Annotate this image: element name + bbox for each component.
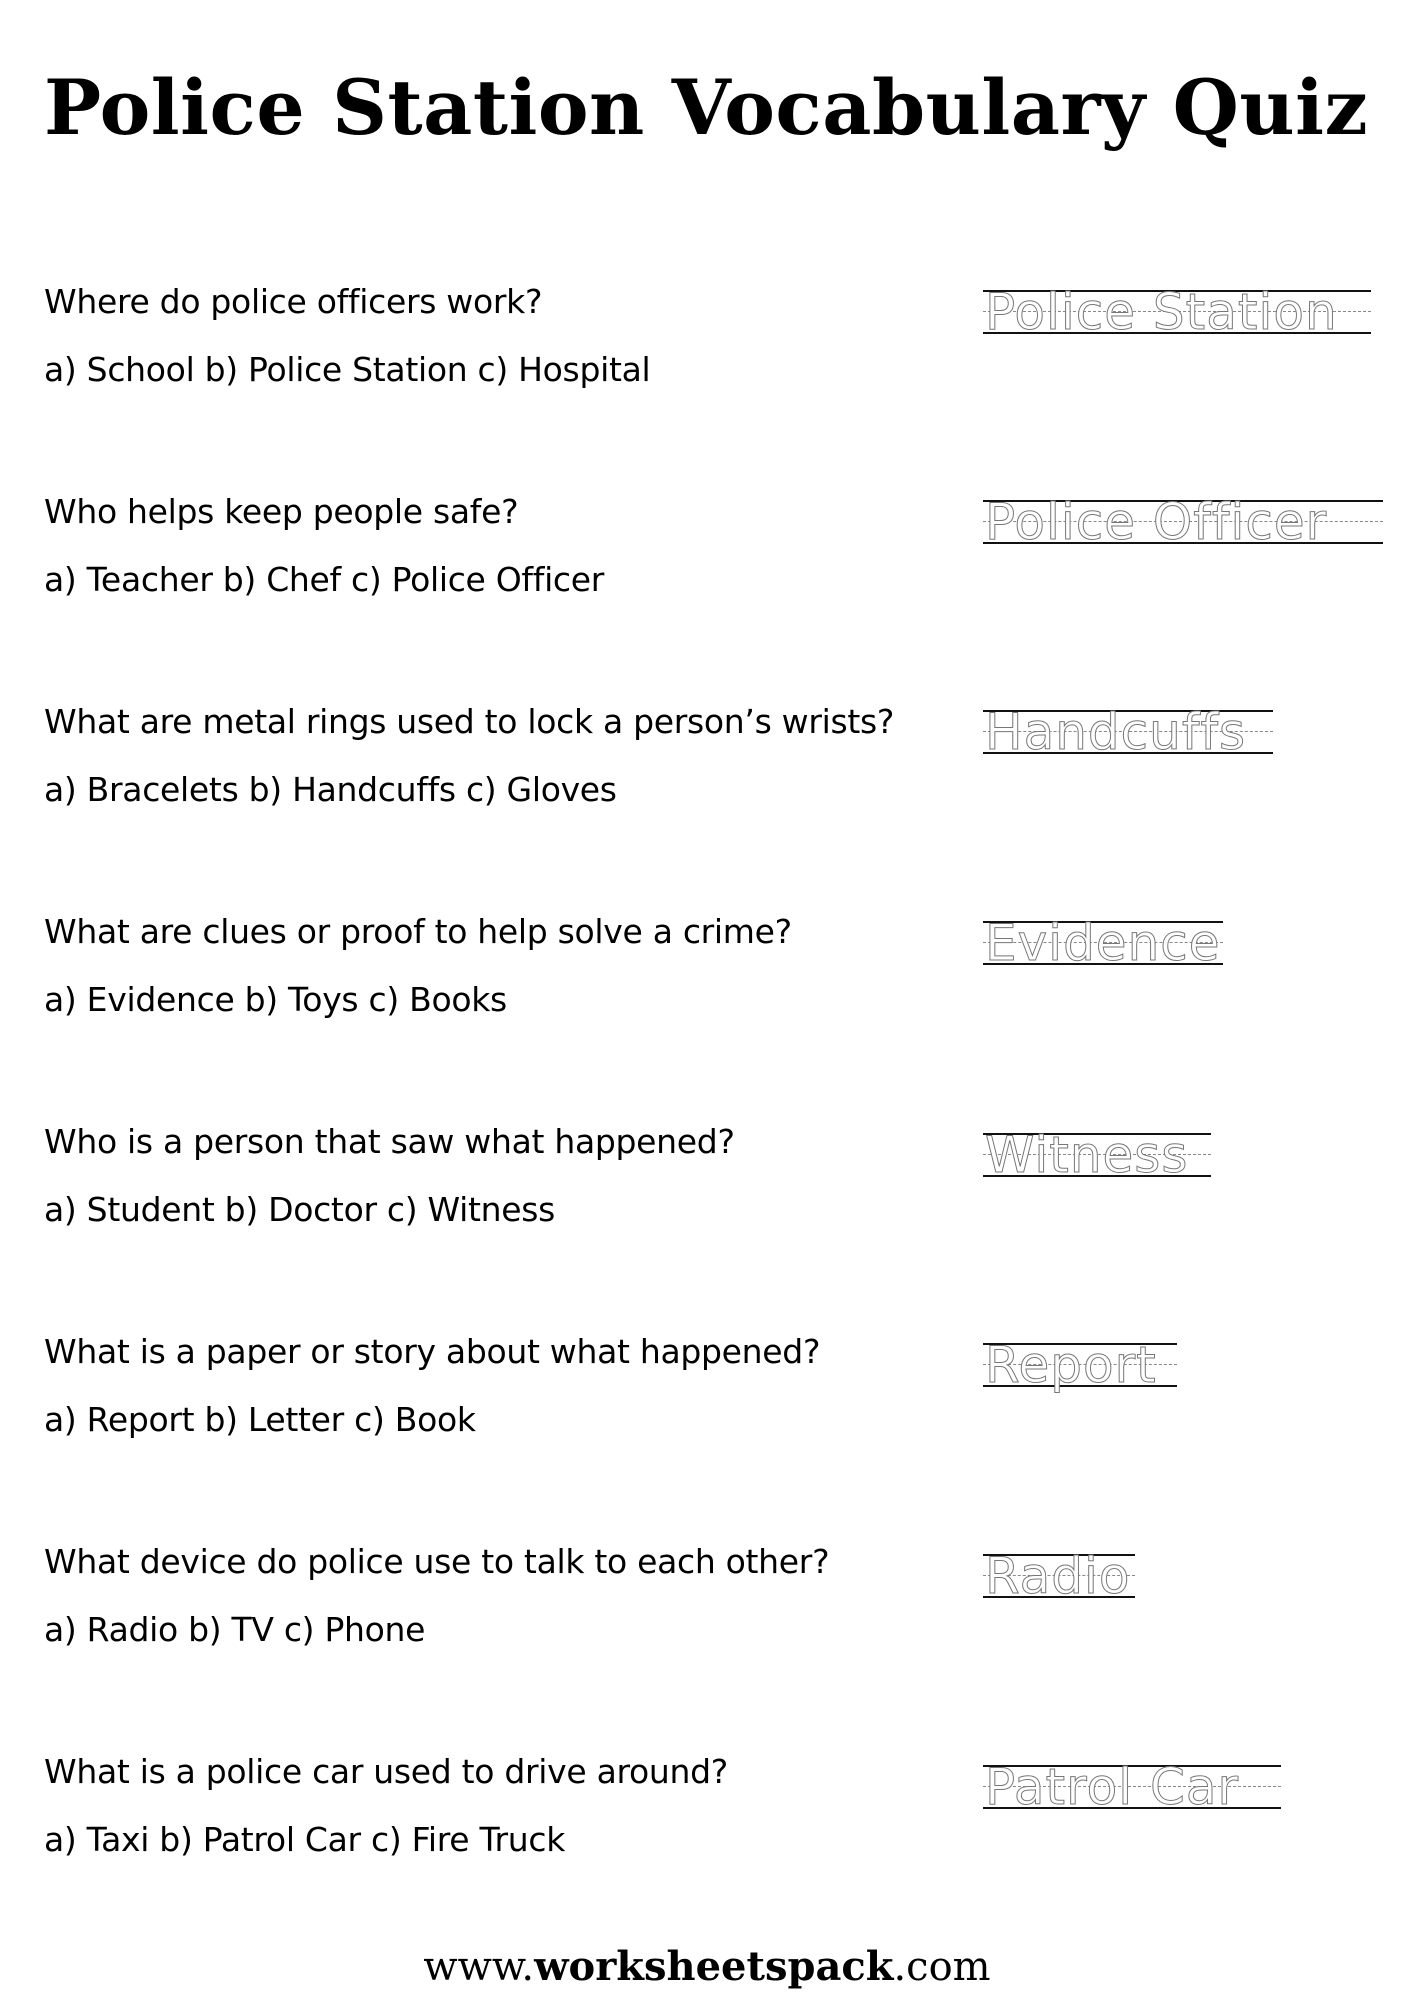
question-text: What are clues or proof to help solve a crime? (44, 912, 792, 951)
question-text: What is a police car used to drive around? (44, 1752, 729, 1791)
tracing-answer-box[interactable] (983, 1758, 1281, 1816)
dotted-trace-word: Handcuffs (985, 703, 1247, 761)
question-text: Where do police officers work? (44, 282, 543, 321)
question-item (44, 1330, 944, 1442)
tracing-answer-box[interactable] (983, 1126, 1211, 1184)
dotted-trace-word: Police Station (985, 283, 1338, 341)
dotted-trace-word: Radio (985, 1547, 1131, 1605)
question-item (44, 490, 944, 602)
tracing-answer-box[interactable] (983, 1547, 1135, 1605)
tracing-answer-box[interactable] (983, 493, 1383, 551)
question-text: Who helps keep people safe? (44, 492, 519, 531)
answer-options: a) Radio b) TV c) Phone (44, 1610, 426, 1649)
question-text: What are metal rings used to lock a person’s wrists? (44, 702, 895, 741)
answer-options: a) Evidence b) Toys c) Books (44, 980, 507, 1019)
tracing-answer-box[interactable] (983, 703, 1273, 761)
question-text: What is a paper or story about what happened? (44, 1332, 821, 1371)
question-text: What device do police use to talk to each other? (44, 1542, 830, 1581)
answer-options: a) Teacher b) Chef c) Police Officer (44, 560, 605, 599)
footer-website (0, 1942, 1414, 1992)
dotted-trace-word: Patrol Car (985, 1758, 1240, 1816)
question-text: Who is a person that saw what happened? (44, 1122, 735, 1161)
footer-brand: worksheetspack (534, 1943, 894, 1990)
question-item (44, 700, 944, 812)
footer-suffix: .com (893, 1944, 991, 1990)
dotted-trace-word: Witness (985, 1126, 1189, 1184)
question-item (44, 910, 944, 1022)
dotted-trace-word: Report (985, 1336, 1157, 1394)
question-item (44, 280, 944, 392)
answer-options: a) Bracelets b) Handcuffs c) Gloves (44, 770, 617, 809)
question-item (44, 1120, 944, 1232)
answer-options: a) School b) Police Station c) Hospital (44, 350, 651, 389)
tracing-answer-box[interactable] (983, 283, 1371, 341)
dotted-trace-word: Police Officer (985, 493, 1328, 551)
question-item (44, 1750, 944, 1862)
tracing-answer-box[interactable] (983, 914, 1223, 972)
question-item (44, 1540, 944, 1652)
answer-options: a) Report b) Letter c) Book (44, 1400, 476, 1439)
page-title: Police Station Vocabulary Quiz (44, 63, 1369, 152)
dotted-trace-word: Evidence (985, 914, 1221, 972)
answer-options: a) Taxi b) Patrol Car c) Fire Truck (44, 1820, 566, 1859)
tracing-answer-box[interactable] (983, 1336, 1177, 1394)
footer-prefix: www. (423, 1944, 535, 1990)
answer-options: a) Student b) Doctor c) Witness (44, 1190, 556, 1229)
